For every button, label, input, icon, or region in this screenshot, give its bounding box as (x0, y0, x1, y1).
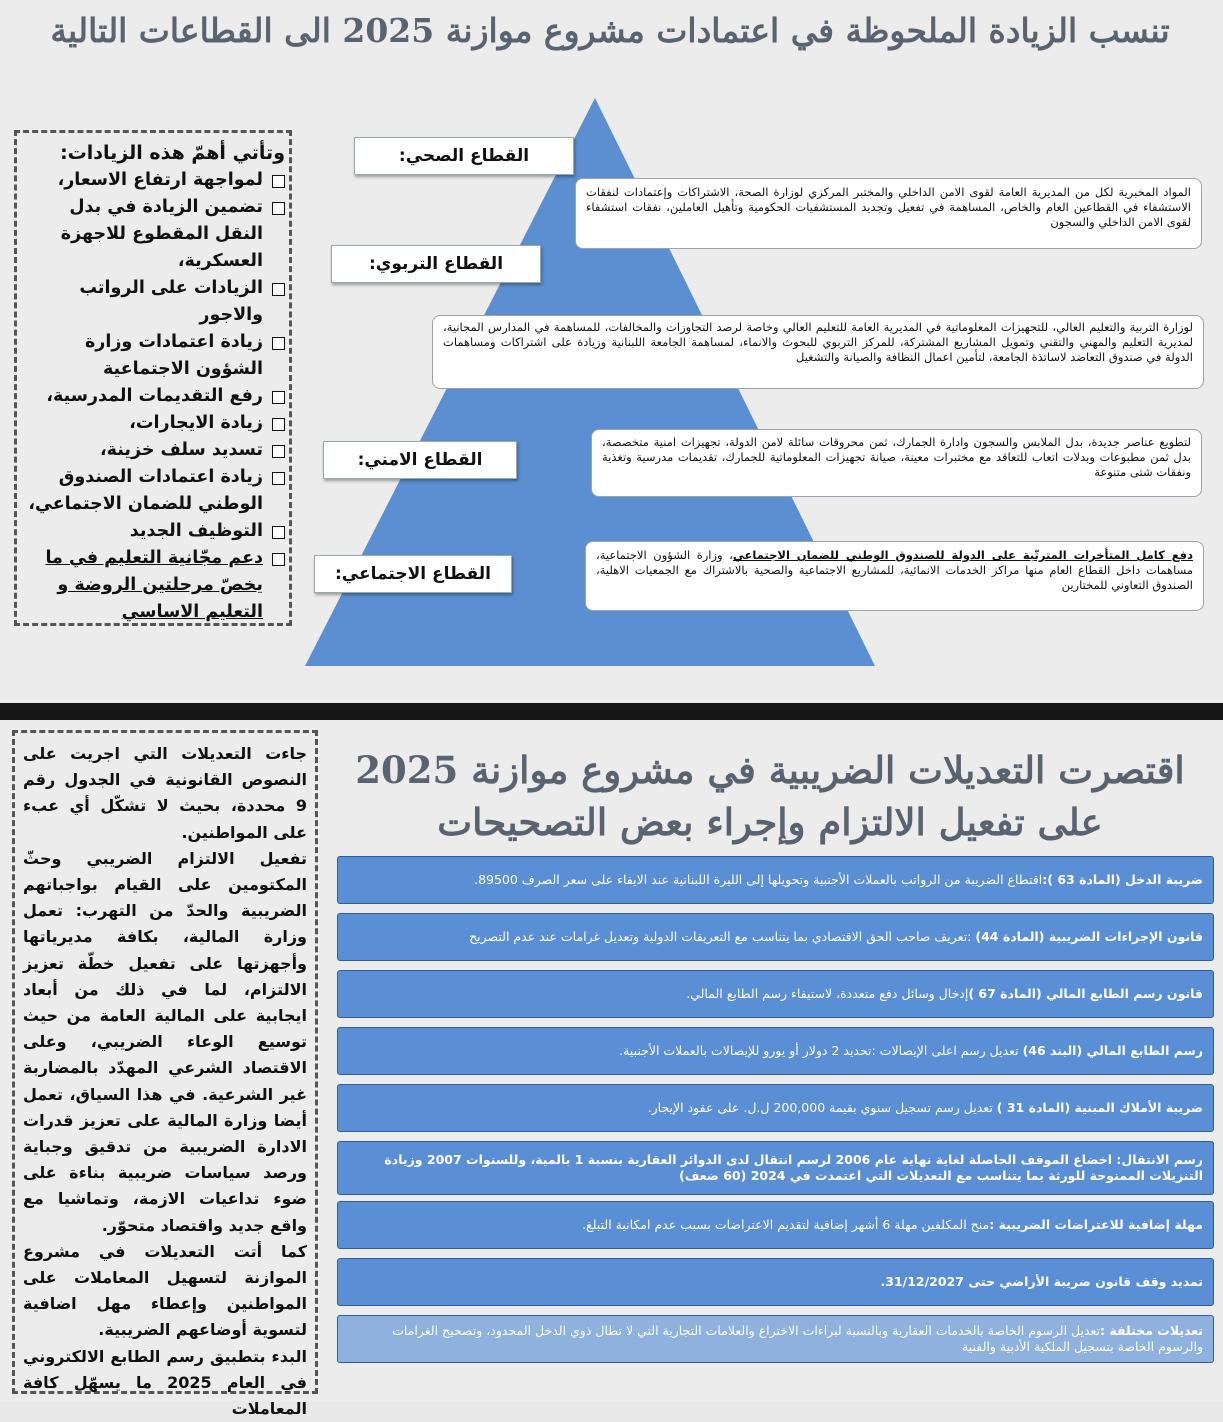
tax-item-income: ضريبة الدخل (المادة 63 ):اقتطاع الضريبة من الرواتب بالعملات الأجنبية وتحويلها إلى الليرة اللبنانية عند الايفاء على سعر الصرف 89500. (337, 856, 1214, 904)
sector-label-social: القطاع الاجتماعي: (314, 555, 512, 593)
checkbox-icon (272, 337, 285, 350)
increase-reasons-box (14, 130, 292, 626)
checkbox-icon (272, 418, 285, 431)
reason-item: زيادة اعتمادات وزارة الشؤون الاجتماعية (23, 329, 285, 383)
tax-item-procedures: قانون الإجراءات الضريبية (المادة 44) :تعريف صاحب الحق الاقتصادي بما يتناسب مع التعريفات الدولية وتعديل غرامات عند عدم التصريح (337, 913, 1214, 961)
tax-note: تفعيل الالتزام الضريبي وحثّ المكتومين على القيام بواجباتهم الضريبية والحدّ من التهرب: تعمل وزارة المالية، بكافة مديرياتها وأجهزتها على تفعيل خطّة تعزيز الالتزام، لما في ذلك من أبعاد ايجابية على المالية العامة من حيث توسيع الوعاء الضريبي، وعلى الاقتصاد الشرعي المهدّد بالمضاربة غير الشرعية. في هذا السياق، تعمل أيضا وزارة المالية على تعزيز قدرات الادارة الضريبية من تدقيق وجباية ورصد سياسات ضريبية بناءة على ضوء تداعيات الازمة، وتماشيا مع واقع جديد واقتصاد متحوّر. (23, 848, 307, 1235)
reason-item: تضمين الزيادة في بدل النقل المقطوع للاجهزة العسكرية، (23, 194, 285, 275)
tax-item-misc: تعديلات مختلفة :تعديل الرسوم الخاصة بالخدمات العقارية وبالنسبة لبراءات الاختراع والعلامات التجارية التي لا تطال ذوي الدخل المحدود، وتصحيح الغرامات والرسوم الخاصة بتسجيل الملكية الأدبية والفنية (337, 1315, 1214, 1363)
checkbox-icon (272, 391, 285, 404)
reason-item: لمواجهة ارتفاع الاسعار، (23, 167, 285, 194)
checkbox-icon (272, 526, 285, 539)
reasons-list (23, 167, 285, 626)
tax-notes-box (12, 730, 318, 1419)
sector-desc-education: لوزارة التربية والتعليم العالي، للتجهيزات المعلوماتية في المديرية العامة للتعليم العالي وخاصة لرصد التجاوزات والمخالفات، للمساهمة في المدارس المجانية، لمديرية التعليم والمهني والتقني وتمويل المشاريع المشتركة، للمركز التربوي للبحوث والانماء، لمساهمة الجامعة اللبنانية وزيادة على اشتراكات ومساهمات الدولة في صندوق التعاضد لاساتذة الجامعة، لتأمين اعمال النظافة والصيانة والتشغيل (432, 315, 1204, 389)
tax-title-line1: اقتصرت التعديلات الضريبية في مشروع موازنة 2025 (355, 748, 1185, 792)
checkbox-icon (272, 553, 285, 566)
reason-item: زيادة الايجارات، (23, 410, 285, 437)
sector-desc-security: لتطويع عناصر جديدة، بدل الملابس والسجون وادارة الجمارك، ثمن محروقات سائلة لامن الدولة، تجهيزات امنية متخصصة، بدل ثمن مطبوعات وبدلات اتعاب للتعاقد مع مختبرات معينة، صيانة تجهيزات المعلوماتية للجمارك، تقديمات مدرسية وتغذية ونفقات شتى متنوعة (591, 429, 1202, 497)
tax-item-stamp-law: قانون رسم الطابع المالي (المادة 67 )إدخال وسائل دفع متعددة، لاستيفاء رسم الطابع المالي. (337, 970, 1214, 1018)
sector-desc-social (585, 541, 1204, 611)
sector-label-education: القطاع التربوي: (331, 245, 541, 283)
reason-item: رفع التقديمات المدرسية، (23, 383, 285, 410)
sector-desc-health: المواد المخبرية لكل من المديرية العامة لقوى الامن الداخلي والمختبر المركزي لوزارة الصحة، الاشتراكات وإعتمادات لنفقات الاستشفاء في القطاعين العام والخاص، المساهمة في تفعيل وتجديد المستشفيات الحكومية وتأهيل العاملين، نفقات استشفاء لقوى الامن الداخلي والسجون (575, 178, 1202, 249)
tax-title-line2: على تفعيل الالتزام وإجراء بعض التصحيحات (437, 800, 1103, 844)
section-divider (0, 703, 1223, 720)
reasons-header: وتأتي أهمّ هذه الزيادات: (60, 142, 285, 164)
tax-item-transfer: رسم الانتقال: اخضاع الموقف الحاصلة لغاية نهاية عام 2006 لرسم انتقال لدى الدوائر العقارية بنسبة 1 بالمية، وللسنوات 2007 وزيادة التنزيلات الممنوحة للورثة بما يتناسب مع التعديلات التي اعتمدت في 2024 (60 ضعف) (337, 1141, 1214, 1195)
checkbox-icon (272, 445, 285, 458)
tax-item-stamp-fee: رسم الطابع المالي (البند 46) تعديل رسم اعلى الإيصالات :تحديد 2 دولار أو يورو للإيصالات بالعملات الأجنبية. (337, 1027, 1214, 1075)
tax-note: كما أتت التعديلات في مشروع الموازنة لتسهيل المعاملات على المواطنين وإعطاء مهل اضافية لتسوية أوضاعهم الضريبية. (23, 1241, 307, 1340)
tax-note: جاءت التعديلات التي اجريت على النصوص القانونية في الجدول رقم 9 محددة، بحيث لا تشكّل أي عبء على المواطنين. (23, 744, 307, 842)
checkbox-icon (272, 202, 285, 215)
tax-item-land-tax: تمديد وقف قانون ضريبة الأراضي حتى 31/12/2027. (337, 1258, 1214, 1306)
reason-item: الزيادات على الرواتب والاجور (23, 275, 285, 329)
social-highlight: دفع كامل المتأخرات المترتّبة على الدولة للصندوق الوطني للضمان الاجتماعي (732, 548, 1193, 562)
checkbox-icon (272, 472, 285, 485)
social-desc-text: ، وزارة الشؤون الاجتماعية، مساهمات داخل القطاع العام منها مراكز الخدمات الانمائية، للمشاريع الاجتماعية والصحية بالاشتراك مع الجمعيات الاهلية، الصندوق التعاوني للمختارين (596, 548, 1193, 592)
tax-item-property: ضريبة الأملاك المبنية (المادة 31 ) تعديل رسم تسجيل سنوي بقيمة 200,000 ل.ل. على عقود الإيجار. (337, 1084, 1214, 1132)
sector-label-security: القطاع الامني: (323, 441, 517, 479)
reason-item: تسديد سلف خزينة، (23, 437, 285, 464)
reason-item: دعم مجّانية التعليم في ما يخصّ مرحلتين الروضة و التعليم الاساسي (23, 545, 285, 626)
sector-label-health: القطاع الصحي: (354, 137, 574, 175)
tax-item-objections: مهلة إضافية للاعتراضات الضريبية :منح المكلفين مهلة 6 أشهر إضافية لتقديم الاعتراضات بسبب عدم امكانية التبلغ. (337, 1201, 1214, 1249)
reason-item: التوظيف الجديد (23, 518, 285, 545)
sectors-title: تنسب الزيادة الملحوظة في اعتمادات مشروع موازنة 2025 الى القطاعات التالية (50, 11, 1170, 50)
tax-title (335, 744, 1205, 848)
checkbox-icon (272, 175, 285, 188)
reason-item: زيادة اعتمادات الصندوق الوطني للضمان الاجتماعي، (23, 464, 285, 518)
tax-note: البدء بتطبيق رسم الطابع الالكتروني في العام 2025 ما يسهّل كافة المعاملات (23, 1346, 308, 1419)
checkbox-icon (272, 283, 285, 296)
